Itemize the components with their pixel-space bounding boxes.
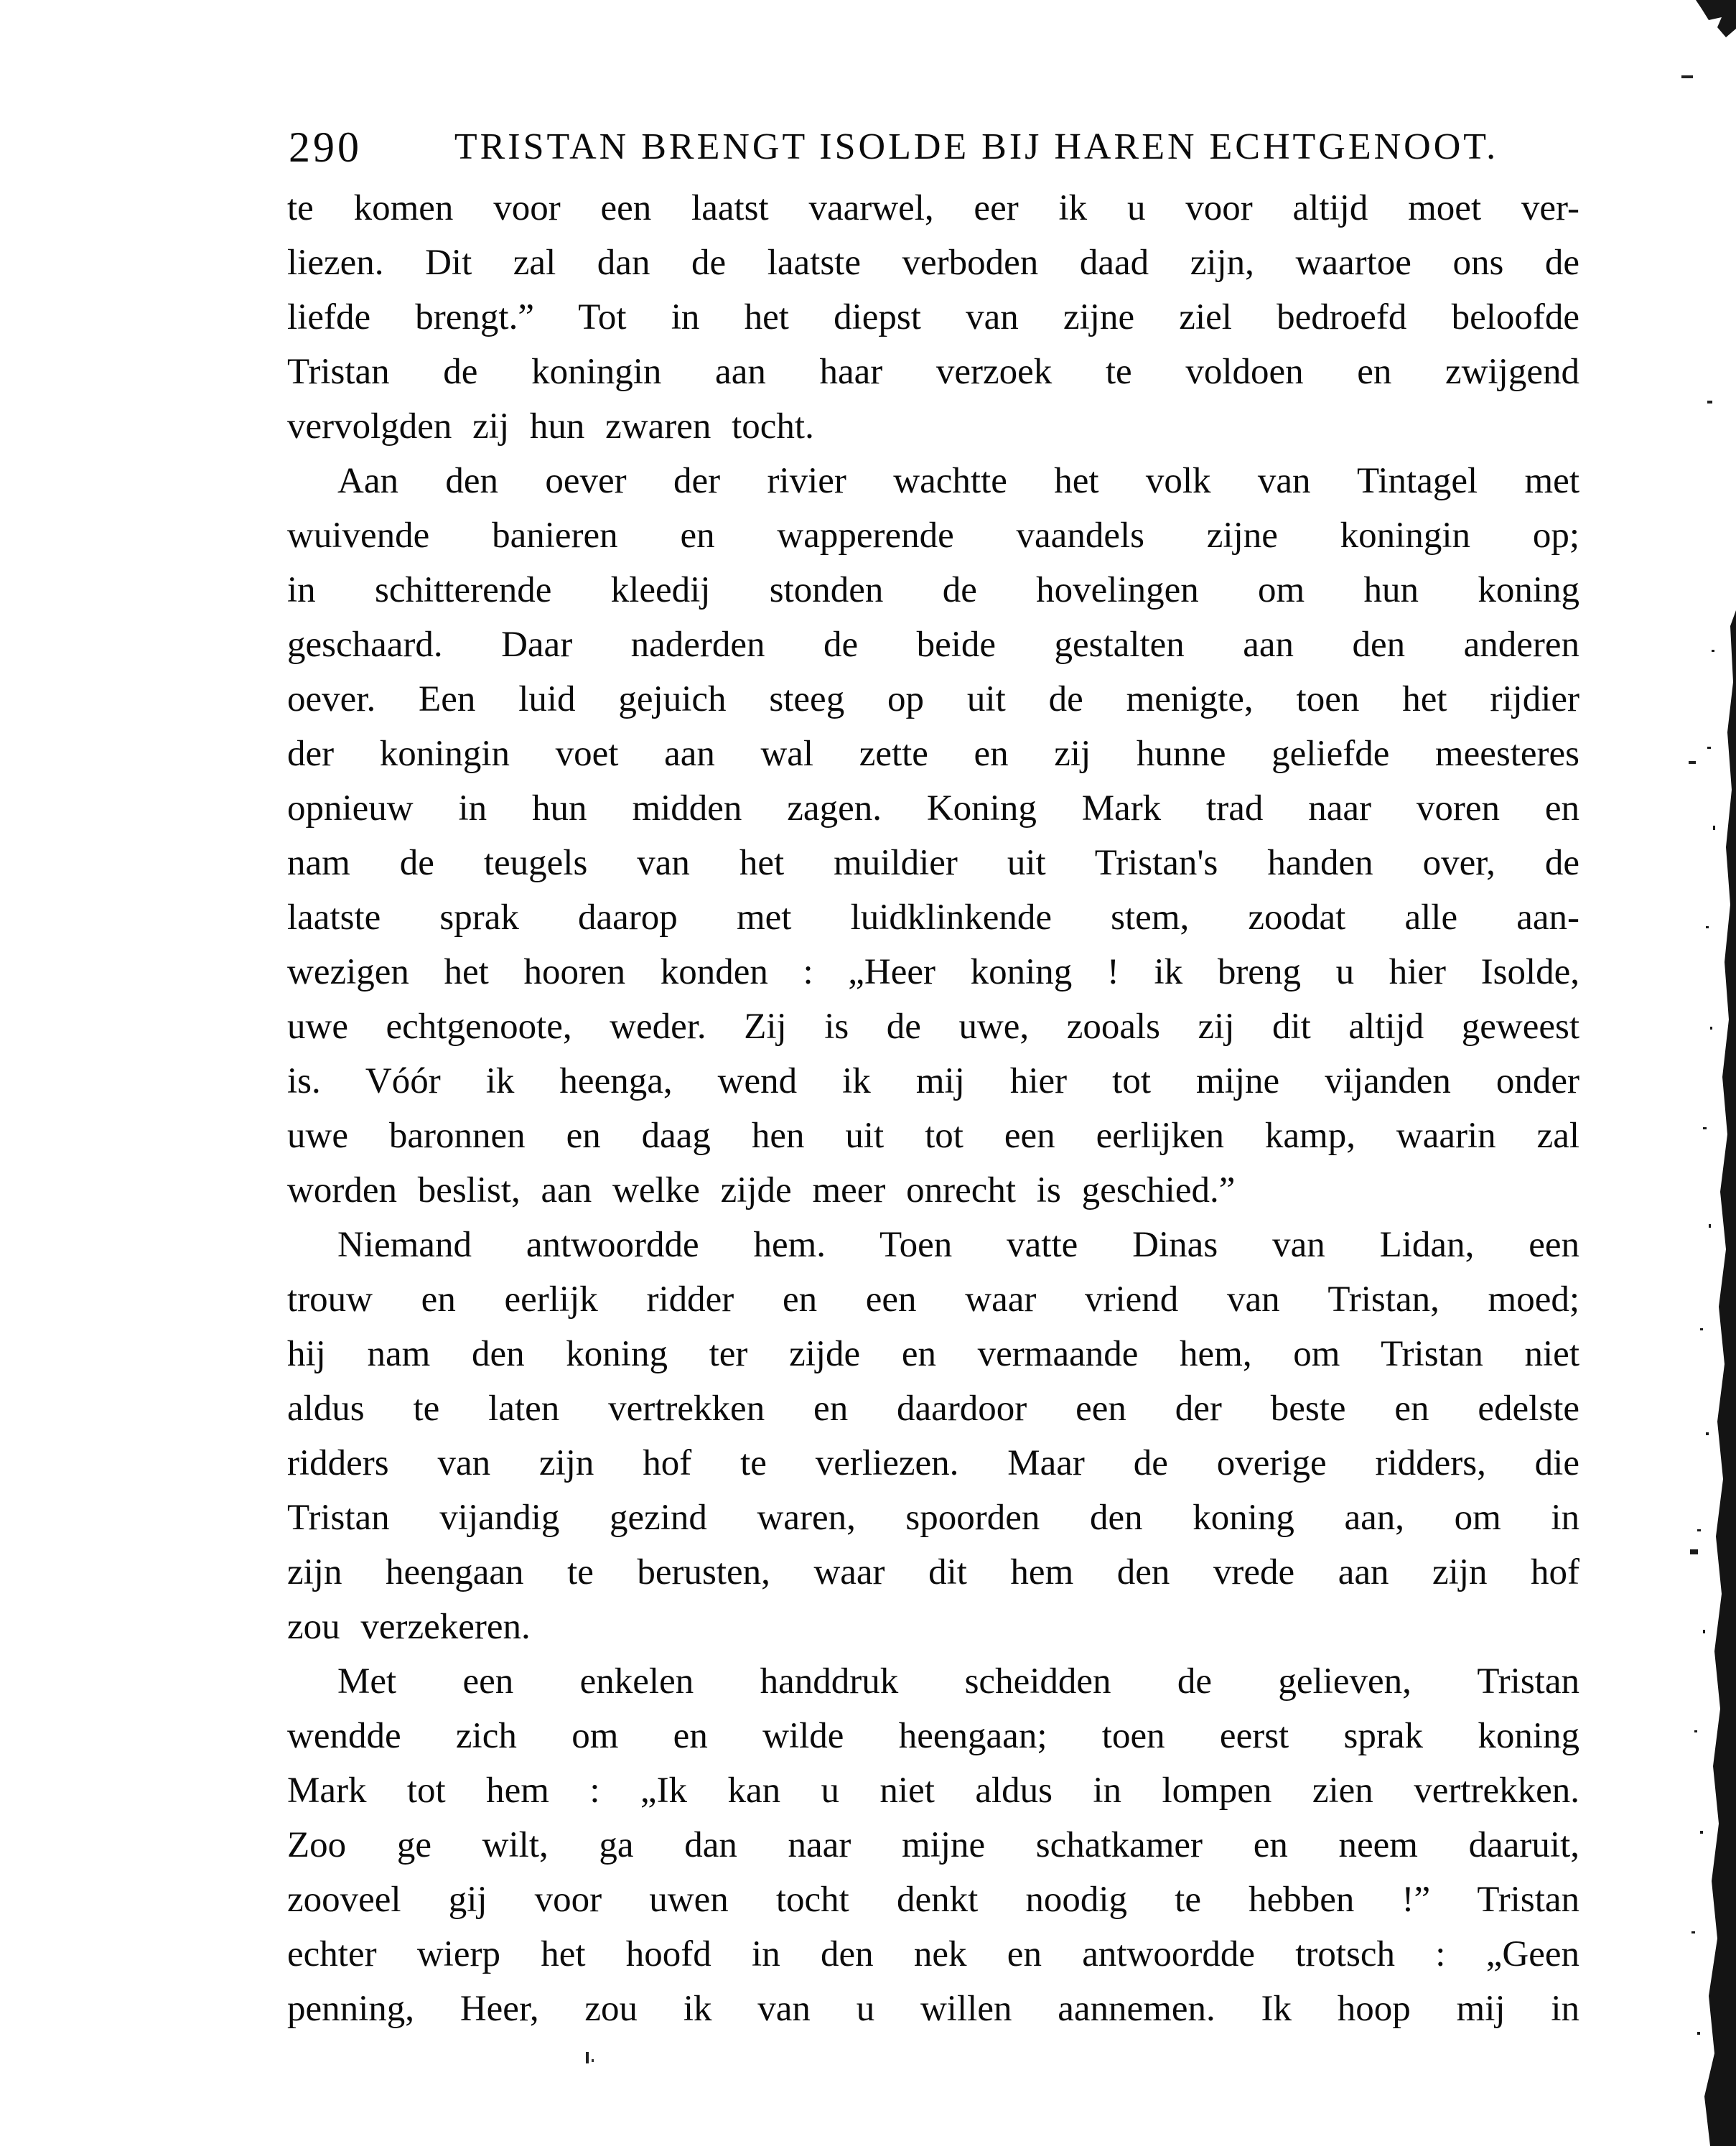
body-line: zijn heengaan te berusten, waar dit hem den vrede aan zijn hof xyxy=(287,1552,1579,1592)
ink-speck xyxy=(592,2059,594,2062)
body-line: aldus te laten vertrekken en daardoor een der beste en edelste xyxy=(287,1389,1579,1429)
body-line: Aan den oever der rivier wachtte het volk van Tintagel met xyxy=(337,461,1579,501)
body-line: liezen. Dit zal dan de laatste verboden daad zijn, waartoe ons de xyxy=(287,243,1579,283)
ink-speck xyxy=(1681,75,1693,78)
ink-speck xyxy=(586,2052,589,2063)
body-line: nam de teugels van het muildier uit Tristan's handen over, de xyxy=(287,843,1579,883)
body-line: liefde brengt.” Tot in het diepst van zijne ziel bedroefd beloofde xyxy=(287,297,1579,337)
body-line: Met een enkelen handdruk scheidden de gelieven, Tristan xyxy=(337,1661,1579,1702)
body-line: uwe baronnen en daag hen uit tot een eerlijken kamp, waarin zal xyxy=(287,1116,1579,1156)
body-line: worden beslist, aan welke zijde meer onrecht is geschied.” xyxy=(287,1170,1236,1210)
body-line: Mark tot hem : „Ik kan u niet aldus in lompen zien vertrekken. xyxy=(287,1771,1579,1811)
body-line: Tristan vijandig gezind waren, spoorden den koning aan, om in xyxy=(287,1498,1579,1538)
body-line: zou verzekeren. xyxy=(287,1607,531,1647)
body-line: trouw en eerlijk ridder en een waar vriend van Tristan, moed; xyxy=(287,1279,1579,1320)
body-line: geschaard. Daar naderden de beide gestalten aan den anderen xyxy=(287,625,1579,665)
body-line: zooveel gij voor uwen tocht denkt noodig te hebben !” Tristan xyxy=(287,1880,1579,1920)
edge-noise-specks xyxy=(1691,650,1715,2035)
body-line: der koningin voet aan wal zette en zij hunne geliefde meesteres xyxy=(287,734,1579,774)
body-line: hij nam den koning ter zijde en vermaande hem, om Tristan niet xyxy=(287,1334,1579,1374)
body-line: vervolgden zij hun zwaren tocht. xyxy=(287,406,814,447)
page-number: 290 xyxy=(289,123,362,171)
body-line: Tristan de koningin aan haar verzoek te voldoen en zwijgend xyxy=(287,352,1579,392)
ink-speck xyxy=(1707,401,1712,403)
body-line: Niemand antwoordde hem. Toen vatte Dinas van Lidan, een xyxy=(337,1225,1579,1265)
body-line: wezigen het hooren konden : „Heer koning ! ik breng u hier Isolde, xyxy=(287,952,1579,992)
ink-speck xyxy=(1690,1549,1698,1554)
corner-smudge-artifact xyxy=(1696,0,1736,37)
body-line: uwe echtgenoote, weder. Zij is de uwe, zooals zij dit altijd geweest xyxy=(287,1007,1579,1047)
body-line: penning, Heer, zou ik van u willen aannemen. Ik hoop mij in xyxy=(287,1989,1579,2029)
running-title: TRISTAN BRENGT ISOLDE BIJ HAREN ECHTGENOOT. xyxy=(454,126,1499,167)
body-line: laatste sprak daarop met luidklinkende stem, zoodat alle aan- xyxy=(287,897,1579,938)
body-line: echter wierp het hoofd in den nek en antwoordde trotsch : „Geen xyxy=(287,1934,1579,1974)
edge-streak-artifact xyxy=(1704,610,1736,2146)
body-line: te komen voor een laatst vaarwel, eer ik u voor altijd moet ver- xyxy=(287,188,1579,228)
body-line: Zoo ge wilt, ga dan naar mijne schatkamer en neem daaruit, xyxy=(287,1825,1579,1865)
page-header xyxy=(287,122,1579,172)
ink-speck xyxy=(1689,761,1696,764)
body-line: ridders van zijn hof te verliezen. Maar de overige ridders, die xyxy=(287,1443,1579,1483)
body-line: is. Vóór ik heenga, wend ik mij hier tot mijne vijanden onder xyxy=(287,1061,1579,1101)
body-line: opnieuw in hun midden zagen. Koning Mark trad naar voren en xyxy=(287,788,1579,829)
body-line: oever. Een luid gejuich steeg op uit de menigte, toen het rijdier xyxy=(287,679,1579,719)
body-line: wendde zich om en wilde heengaan; toen eerst sprak koning xyxy=(287,1716,1579,1756)
body-line: in schitterende kleedij stonden de hovelingen om hun koning xyxy=(287,570,1579,610)
body-line: wuivende banieren en wapperende vaandels zijne koningin op; xyxy=(287,515,1579,556)
body-text xyxy=(287,181,1579,2036)
